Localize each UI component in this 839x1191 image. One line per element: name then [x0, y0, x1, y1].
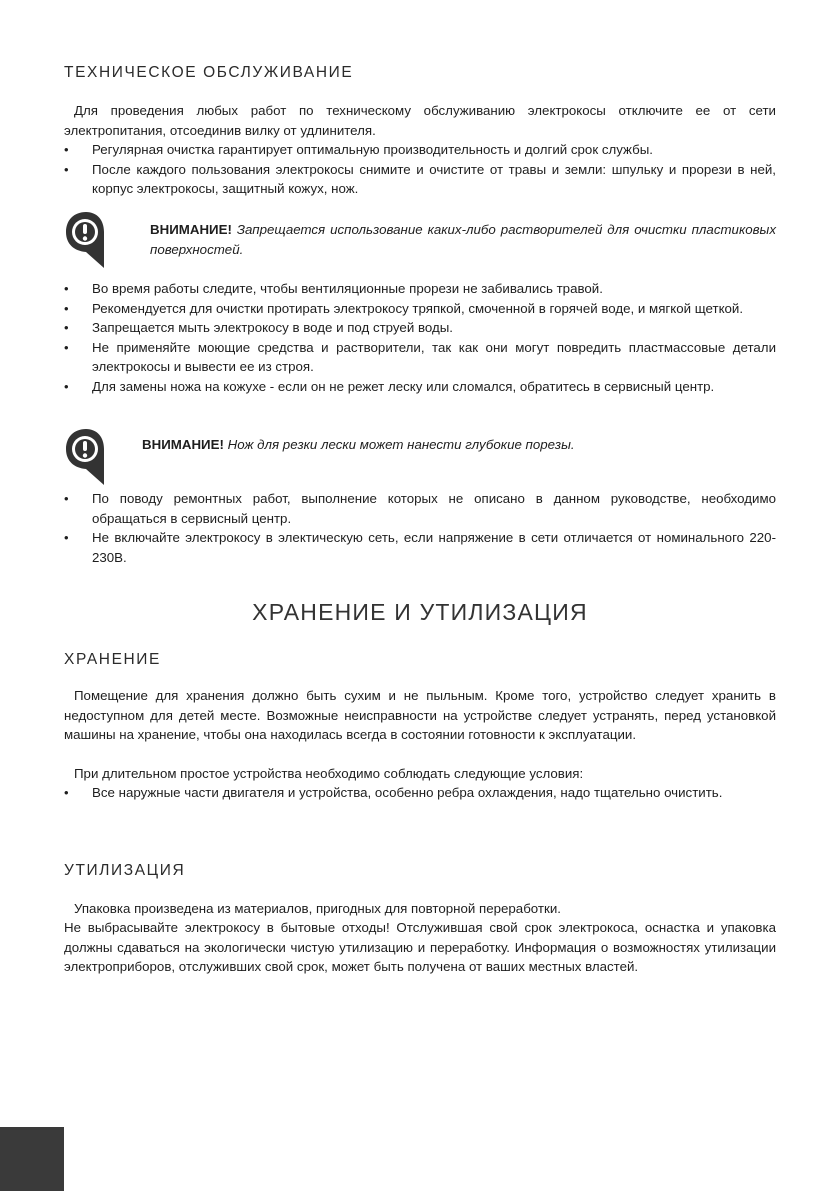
maintenance-heading: ТЕХНИЧЕСКОЕ ОБСЛУЖИВАНИЕ: [64, 64, 354, 81]
storage-list: [64, 783, 776, 803]
storage-disposal-title: ХРАНЕНИЕ И УТИЛИЗАЦИЯ: [252, 599, 588, 625]
warning-label: ВНИМАНИЕ!: [150, 222, 232, 237]
list-item: • Во время работы следите, чтобы вентиляционные прорези не забивались травой.: [64, 279, 776, 299]
storage-conditions-intro: При длительном простое устройства необходимо соблюдать следующие условия:: [74, 766, 584, 781]
warning-text: [150, 220, 776, 259]
page-corner-marker: [0, 1127, 64, 1191]
maintenance-list-b: [64, 279, 776, 396]
maintenance-list-c: [64, 489, 776, 567]
exclamation-pin-icon: [64, 210, 108, 270]
storage-heading: ХРАНЕНИЕ: [64, 651, 161, 668]
list-item: • Не включайте электрокосу в электическую сеть, если напряжение в сети отличается от номинального 220-230В.: [64, 528, 776, 567]
warning-message: Запрещается использование каких-либо растворителей для очистки пластиковых поверхностей.: [150, 222, 776, 257]
exclamation-pin-icon: [64, 427, 108, 487]
list-item: • Все наружные части двигателя и устройства, особенно ребра охлаждения, надо тщательно очистить.: [64, 783, 776, 803]
list-item: • Не применяйте моющие средства и растворители, так как они могут повредить пластмассовые детали электрокосы и вывести ее из строя.: [64, 338, 776, 377]
list-item: • Для замены ножа на кожухе - если он не режет леску или сломался, обратитесь в сервисный центр.: [64, 377, 776, 397]
warning-label: ВНИМАНИЕ!: [142, 437, 224, 452]
list-item: • Рекомендуется для очистки протирать электрокосу тряпкой, смоченной в горячей воде, и мягкой щеткой.: [64, 299, 776, 319]
disposal-paragraph-2: Не выбрасывайте электрокосу в бытовые отходы! Отслужившая свой срок электрокоса, оснастка и упаковка должны сдаваться на экологически чистую утилизацию и переработку. Информация о возможностях утилизации электроприборов, отслуживших свой срок, может быть получена от ваших местных властей.: [64, 920, 776, 974]
maintenance-list-a: [64, 140, 776, 199]
maintenance-intro: Для проведения любых работ по техническому обслуживанию электрокосы отключите ее от сети электропитания, отсоединив вилку от удлинителя.: [64, 103, 776, 138]
storage-paragraph: Помещение для хранения должно быть сухим и не пыльным. Кроме того, устройство следует хранить в недоступном для детей месте. Возможные неисправности на устройстве следует устранять, перед установкой машины на хранение, чтобы она находилась всегда в состоянии готовности к эксплуатации.: [64, 688, 776, 742]
warning-text: [142, 435, 776, 455]
warning-block-solvents: [64, 210, 776, 270]
disposal-paragraph-1: Упаковка произведена из материалов, пригодных для повторной переработки.: [74, 901, 561, 916]
list-item: • Запрещается мыть электрокосу в воде и под струей воды.: [64, 318, 776, 338]
disposal-heading: УТИЛИЗАЦИЯ: [64, 862, 186, 879]
list-item: • По поводу ремонтных работ, выполнение которых не описано в данном руководстве, необходимо обращаться в сервисный центр.: [64, 489, 776, 528]
warning-message: Нож для резки лески может нанести глубокие порезы.: [227, 437, 575, 452]
list-item: • Регулярная очистка гарантирует оптимальную производительность и долгий срок службы.: [64, 140, 776, 160]
warning-block-knife: [64, 427, 776, 487]
list-item: • После каждого пользования электрокосы снимите и очистите от травы и земли: шпульку и прорези в ней, корпус электрокосы, защитный кожух, нож.: [64, 160, 776, 199]
